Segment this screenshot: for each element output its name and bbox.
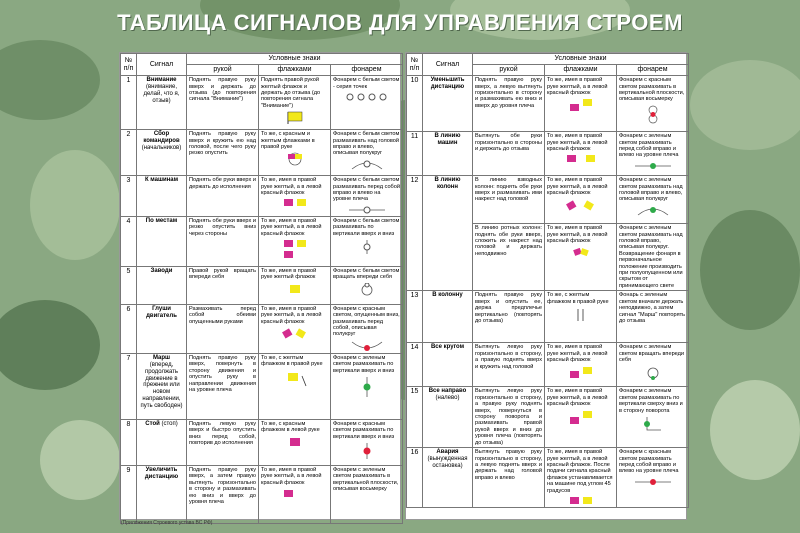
flags-cell xyxy=(259,130,331,176)
lamp-description: Фонарем с белым светом размахивать над головой вправо и влево, описывая полукруг xyxy=(333,131,400,157)
flags-cell xyxy=(545,224,617,291)
signal-name: К машинам xyxy=(144,177,179,184)
header-num: № п/п xyxy=(407,54,423,76)
red-yellow-flags-icon xyxy=(566,410,596,426)
row-number: 16 xyxy=(407,448,423,508)
row-number: 3 xyxy=(121,176,137,217)
red-yellow-flags-icon xyxy=(566,98,596,114)
header-lamp: фонарем xyxy=(617,65,689,76)
lamp-description: Фонарем с зеленым светом вращать впереди себя xyxy=(619,344,685,364)
waving-flags-icon xyxy=(277,327,313,341)
table-row xyxy=(121,216,403,266)
signal-name: Внимание xyxy=(146,77,177,84)
lamp-cell xyxy=(617,132,689,176)
red-vertical-icon xyxy=(360,442,374,460)
flags-description: То же, с красным и желтым флажками в правой руке xyxy=(261,131,315,150)
table-row xyxy=(407,291,689,343)
red-horizontal-icon xyxy=(631,477,675,487)
hand-description: Поднять обе руки вверх и резко опустить вниз через стороны xyxy=(187,216,259,266)
signals-table-right xyxy=(405,52,687,520)
raised-flags-icon xyxy=(280,239,310,261)
lamp-cell xyxy=(617,448,689,508)
signal-cell xyxy=(137,76,187,130)
hand-description: Вытянуть левую руку горизонтально в сторону, а правую поднять вверх и кружить над головой xyxy=(473,343,545,387)
header-hand: рукой xyxy=(187,65,259,76)
page-title: ТАБЛИЦА СИГНАЛОВ ДЛЯ УПРАВЛЕНИЯ СТРОЕМ xyxy=(117,10,683,35)
lamp-description: Фонарем с зеленым светом размахивать над головой вправо и влево, описывая полукруг xyxy=(619,177,683,203)
flags-description: То же, имея в правой руке желтый, а в левой красный флажок xyxy=(547,77,608,96)
header-signs: Условные знаки xyxy=(473,54,689,65)
green-horizontal-icon xyxy=(631,161,675,171)
hand-description: Поднять правую руку вверх, а затем правую вытянуть горизонтально в сторону и размахивать ею вниз и вверх до уровня плеча xyxy=(187,465,259,523)
lamp-description: Фонарем с зеленым светом размахивать по вертикали вверх и вниз xyxy=(333,354,395,374)
signal-note: (начальников) xyxy=(141,144,182,151)
flags-description: То же, имея в правой руке желтый, а в левой красный флажок xyxy=(261,466,322,486)
signal-cell xyxy=(423,176,473,291)
table-row xyxy=(121,419,403,465)
table-row xyxy=(407,448,689,508)
row-number: 11 xyxy=(407,132,423,176)
hand-description: Поднять правую руку вверх и опустить ее, держа предплечье вертикально (повторять до отзыва) xyxy=(473,291,545,343)
signal-cell xyxy=(137,304,187,353)
red-yellow-flags-icon xyxy=(280,198,310,208)
flags-description: То же, имея в правой руке желтый, а в левой красный флажок xyxy=(547,133,608,152)
signal-cell xyxy=(423,387,473,448)
flags-cell xyxy=(545,387,617,448)
flags-description: То же, имея в правой руке желтый, а в левой красный флажок xyxy=(547,388,608,408)
lamp-cell xyxy=(331,216,403,266)
green-arc-icon xyxy=(633,205,673,217)
lamp-cell xyxy=(617,224,689,291)
hand-description: Поднять обе руки вверх и держать до исполнения xyxy=(187,176,259,217)
flags-description: То же, имея в правой руке желтый, а в левой красный флажок xyxy=(547,177,608,196)
flags-description: Поднять правой рукой желтый флажок и держать до отзыва (до повторения сигнала "Внимание") xyxy=(261,77,321,109)
signal-name: Глуши двигатель xyxy=(146,305,177,319)
red-flag-icon xyxy=(280,488,310,500)
lamp-cell xyxy=(331,266,403,304)
signal-cell xyxy=(137,216,187,266)
red-figure-eight-icon xyxy=(645,105,661,125)
signal-name: Стой xyxy=(145,420,160,427)
signal-cell xyxy=(423,343,473,387)
flags-cell xyxy=(259,76,331,130)
flags-description: То же, имея в правой руке желтый флажок xyxy=(261,267,317,281)
hand-description: Вытянуть левую руку горизонтально в сторону, а правую руку поднять вверх, повернуться в сторону поворота и размахивать правой рукой вверх и вниз до уровня плеча (повторять до отзыва) xyxy=(473,387,545,448)
lamp-description: Фонарем с белым светом вращать впереди себя xyxy=(333,267,400,281)
signal-name: Увеличить дистанцию xyxy=(144,466,179,480)
lamp-description: Фонарем с зеленым светом размахивать перед собой вправо и влево на уровне плеча xyxy=(619,133,679,159)
signal-note: (вынужденная остановка) xyxy=(427,456,468,469)
header-hand: рукой xyxy=(473,65,545,76)
header-flags: флажками xyxy=(259,65,331,76)
vertical-arrows-icon xyxy=(571,307,591,323)
lamp-description: Фонарем с зеленым светом размахивать в вертикальной плоскости, описывая восьмерку xyxy=(333,466,399,493)
red-flag-icon xyxy=(285,436,305,448)
flags-cell xyxy=(545,176,617,224)
lamp-cell xyxy=(331,304,403,353)
table-row xyxy=(121,130,403,176)
signal-cell xyxy=(137,465,187,523)
signal-name: Уменьшить дистанцию xyxy=(430,77,465,90)
crossed-flags-icon xyxy=(569,246,593,260)
lamp-cell xyxy=(331,419,403,465)
flags-description: То же, с красным флажком в левой руке xyxy=(261,420,320,434)
white-arc-icon xyxy=(347,159,387,171)
hand-description: В линию взводных колонн: поднять обе руки вверх и размахивать ими накрест над головой xyxy=(473,176,545,224)
lamp-description: Фонарем с белым светом - серия точек xyxy=(333,77,400,90)
table-row xyxy=(121,353,403,419)
signal-name: В линию машин xyxy=(434,133,461,146)
two-flags-icon xyxy=(283,152,307,166)
hand-description: Поднять правую руку вверх и кружить ею над головой, после чего руку резко опустить xyxy=(187,130,259,176)
row-number: 2 xyxy=(121,130,137,176)
hand-description: Поднять правую руку вверх и держать до отзыва (до повторения сигнала "Внимание") xyxy=(187,76,259,130)
signal-name: Марш xyxy=(152,354,171,361)
row-number: 13 xyxy=(407,291,423,343)
hand-description: Размахивать перед собой обеими опущенными руками xyxy=(187,304,259,353)
lamp-description: Фонарем с красным светом, опущенным вниз, размахивать перед собой, описывая полукруг xyxy=(333,305,400,338)
table-row xyxy=(121,266,403,304)
lamp-description: Фонарем с белым светом размахивать по вертикали вверх и вниз xyxy=(333,217,400,237)
signal-note: (внимание, делай, что я, отзыв) xyxy=(143,83,180,104)
row-number: 7 xyxy=(121,353,137,419)
lamp-description: Фонарем с белым светом размахивать перед собой вправо и влево на уровне плеча xyxy=(333,177,400,203)
hand-description: В линию ротных колонн: поднять обе руки вверх, сложить их накрест над головой и держать неподвижно xyxy=(473,224,545,291)
flags-description: То же, имея в правой руке желтый, а в левой красный флажок xyxy=(547,225,608,244)
flags-description: То же, имея в правой руке желтый, а в левой красный флажок xyxy=(261,217,322,237)
signal-name: Все кругом xyxy=(430,344,465,351)
signal-note: (вперед, продолжать движение в прежнем или новом направлении, путь свободен) xyxy=(140,361,183,410)
lamp-description: Фонарем с красным светом размахивать в вертикальной плоскости, описывая восьмерку xyxy=(619,77,685,103)
flags-cell xyxy=(545,132,617,176)
yellow-flag-icon xyxy=(285,283,305,295)
flags-cell xyxy=(259,304,331,353)
table-row xyxy=(121,465,403,523)
signal-cell xyxy=(137,130,187,176)
header-lamp: фонарем xyxy=(331,65,403,76)
row-number: 14 xyxy=(407,343,423,387)
flags-cell xyxy=(259,353,331,419)
signal-cell xyxy=(137,419,187,465)
signal-cell xyxy=(423,448,473,508)
lamp-description: Фонарем с зеленым светом размахивать по вертикали сверху вниз и в сторону поворота xyxy=(619,388,683,414)
signal-name: Авария xyxy=(436,449,459,456)
lamp-description: Фонарем с красным светом размахивать перед собой вправо и влево на уровне плеча xyxy=(619,449,679,475)
lamp-description: Фонарь с зеленым светом вначале держать неподвижно, а затем сигнал "Марш" повторять до отзыва xyxy=(619,292,686,324)
white-circle-icon xyxy=(359,283,375,297)
hand-description: Поднять левую руку вверх и быстро опустить вниз перед собой, повторив до исполнения xyxy=(187,419,259,465)
lamp-cell xyxy=(331,130,403,176)
row-number: 9 xyxy=(121,465,137,523)
signal-note: (стоп) xyxy=(161,420,178,427)
signal-cell xyxy=(137,176,187,217)
header-signal: Сигнал xyxy=(137,54,187,76)
row-number: 12 xyxy=(407,176,423,291)
signal-name: В колонну xyxy=(432,292,463,299)
signal-name: По местам xyxy=(145,217,178,224)
red-yellow-flags-icon xyxy=(564,154,598,164)
lamp-cell xyxy=(617,76,689,132)
flags-cell xyxy=(545,291,617,343)
hand-description: Вытянуть правую руку горизонтально в сторону, а левую поднять вверх и держать над головой вправо и влево xyxy=(473,448,545,508)
signals-table-left xyxy=(119,52,401,520)
yellow-flag-icon xyxy=(280,370,310,392)
yellow-flag-icon xyxy=(285,111,305,125)
signal-cell xyxy=(423,132,473,176)
row-number: 4 xyxy=(121,216,137,266)
lamp-description: Фонарем с красным светом размахивать по вертикали вверх и вниз xyxy=(333,420,395,440)
flags-description: То же, с желтым флажком в правой руке xyxy=(547,292,609,305)
row-number: 10 xyxy=(407,76,423,132)
signal-name: Сбор командиров xyxy=(143,131,180,144)
flags-cell xyxy=(545,343,617,387)
header-flags: флажками xyxy=(545,65,617,76)
header-signs: Условные знаки xyxy=(187,54,403,65)
green-circle-icon xyxy=(645,366,661,380)
flags-cell xyxy=(259,465,331,523)
table-row xyxy=(407,76,689,132)
lamp-cell xyxy=(331,176,403,217)
flags-description: То же, имея в правой руке желтый, а в левой красный флажок xyxy=(261,177,322,196)
signal-note: (налево) xyxy=(435,395,460,402)
header-signal: Сигнал xyxy=(423,54,473,76)
flags-cell xyxy=(259,176,331,217)
lamp-cell xyxy=(617,176,689,224)
signal-cell xyxy=(137,266,187,304)
green-vertical-icon xyxy=(360,376,374,398)
flags-description: То же, с желтым флажком в правой руке xyxy=(261,354,323,368)
flags-cell xyxy=(259,419,331,465)
hand-description: Правой рукой вращать впереди себя xyxy=(187,266,259,304)
hand-description: Поднять правую руку вверх, повернуть в сторону движения и опустить руку в направлении движения на уровне плеча xyxy=(187,353,259,419)
table-row xyxy=(121,176,403,217)
green-turn-icon xyxy=(641,416,665,434)
red-arc-icon xyxy=(347,340,387,352)
red-yellow-flags-icon xyxy=(566,496,596,506)
row-number: 8 xyxy=(121,419,137,465)
white-dots-icon xyxy=(342,92,392,102)
flags-cell xyxy=(259,266,331,304)
lamp-cell xyxy=(331,76,403,130)
flags-description: То же, имея в правой руке желтый, а в левой красный флажок xyxy=(261,305,322,325)
row-number: 6 xyxy=(121,304,137,353)
flags-cell xyxy=(545,448,617,508)
flags-cell xyxy=(259,216,331,266)
row-number: 1 xyxy=(121,76,137,130)
crossed-flags-icon xyxy=(563,198,599,212)
lamp-cell xyxy=(617,291,689,343)
lamp-cell xyxy=(331,353,403,419)
white-horizontal-icon xyxy=(345,205,389,215)
lamp-cell xyxy=(331,465,403,523)
lamp-description: Фонарем с зеленым светом размахивать над головой вправо, описывая полукруг. Возвращение фонаря в первоначальное положение производить при полуопущенном или скрытом от принимающего свете xyxy=(619,225,683,289)
lamp-cell xyxy=(617,343,689,387)
flags-cell xyxy=(545,76,617,132)
header-num: № п/п xyxy=(121,54,137,76)
hand-description: Поднять правую руку вверх, а левую вытянуть горизонтально в сторону и размахивать ею вниз и вверх до уровня плеча xyxy=(473,76,545,132)
hand-description: Вытянуть обе руки горизонтально в стороны и держать до отзыва xyxy=(473,132,545,176)
flags-description: То же, имея в правой руке желтый, а в левой красный флажок. После подачи сигнала красный флажок устанавливается на машине под углом 45 градусов xyxy=(547,449,613,494)
table-row xyxy=(407,387,689,448)
flags-description: То же, имея в правой руке желтый, а в левой красный флажок xyxy=(547,344,608,364)
signal-cell xyxy=(423,76,473,132)
signal-cell xyxy=(137,353,187,419)
signal-name: Заводи xyxy=(150,267,173,274)
table-row xyxy=(121,76,403,130)
signal-name: Все направо xyxy=(428,388,467,395)
row-number: 5 xyxy=(121,266,137,304)
footer-note: (Приложения Строевого устава ВС РФ) xyxy=(121,520,213,526)
table-row xyxy=(407,176,689,224)
red-yellow-flags-icon xyxy=(566,366,596,380)
lamp-cell xyxy=(617,387,689,448)
white-vertical-icon xyxy=(360,239,374,255)
table-row xyxy=(121,304,403,353)
row-number: 15 xyxy=(407,387,423,448)
signal-cell xyxy=(423,291,473,343)
table-row xyxy=(407,343,689,387)
signal-name: В линию колонн xyxy=(434,177,461,190)
table-row xyxy=(407,132,689,176)
